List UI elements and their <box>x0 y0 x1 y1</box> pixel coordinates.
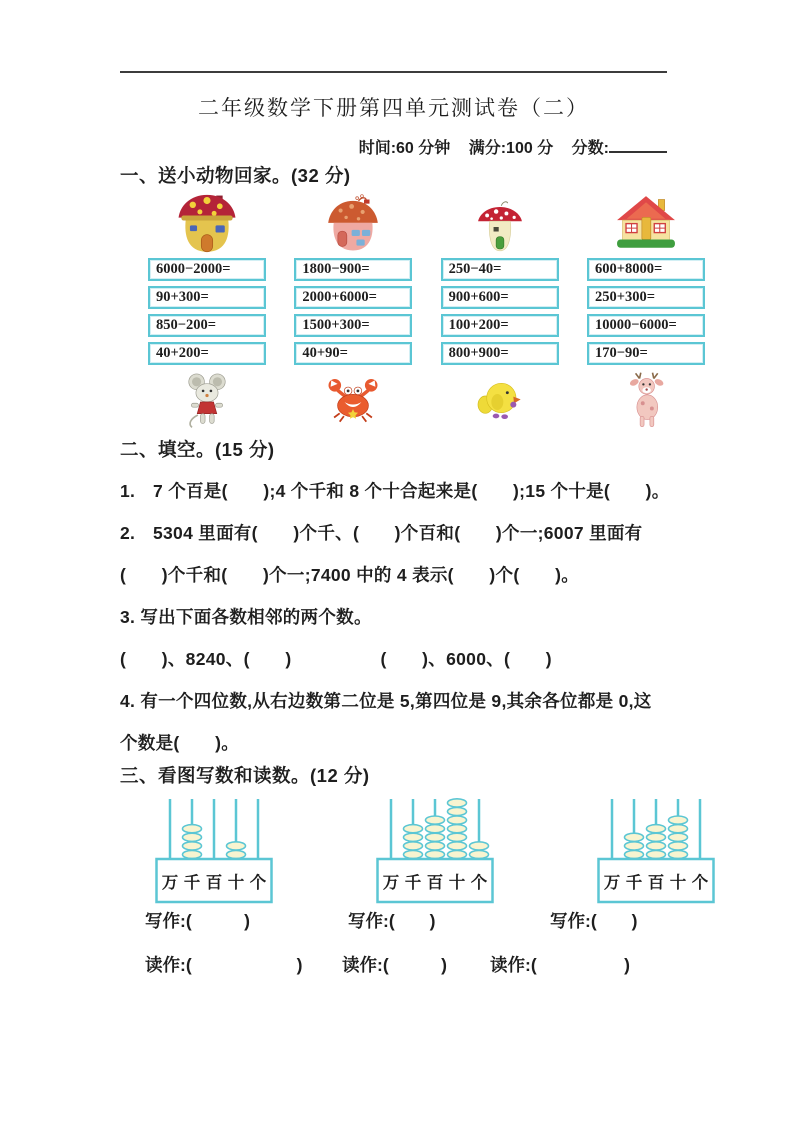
equation-column <box>587 258 705 365</box>
svg-text:百: 百 <box>426 873 444 892</box>
fill-in-questions <box>120 470 686 764</box>
answer-box: 600+8000= <box>587 258 705 281</box>
answer-box: 800+900= <box>441 342 559 365</box>
write-answer-row <box>120 908 740 938</box>
question-line: 4. 有一个四位数,从右边数第二位是 5,第四位是 9,其余各位都是 0,这 <box>120 691 652 711</box>
read-blank: 读作:( ) <box>145 955 303 975</box>
svg-text:十: 十 <box>669 873 687 892</box>
abacus-row <box>155 797 715 909</box>
answer-box: 2000+6000= <box>294 286 412 309</box>
section2-heading: 二、填空。(15 分) <box>120 439 275 460</box>
answer-box: 40+90= <box>294 342 412 365</box>
mouse-icon <box>181 372 233 428</box>
abacus-figure <box>597 797 715 909</box>
question-line: 1. 7 个百是( );4 个千和 8 个十合起来是( );15 个十是( )。 <box>120 481 670 501</box>
full-score-label: 满分:100 分 <box>468 140 554 157</box>
svg-text:千: 千 <box>183 873 201 892</box>
answer-box: 100+200= <box>441 314 559 337</box>
time-label: 时间:60 分钟 <box>358 140 451 157</box>
question-line: ( )、8240、( ) ( )、6000、( ) <box>120 649 552 669</box>
question-line: 3. 写出下面各数相邻的两个数。 <box>120 607 372 627</box>
answer-box: 90+300= <box>148 286 266 309</box>
svg-text:千: 千 <box>404 873 422 892</box>
svg-text:千: 千 <box>625 873 643 892</box>
svg-text:万: 万 <box>603 873 621 892</box>
svg-text:个: 个 <box>249 873 267 892</box>
svg-text:十: 十 <box>448 873 466 892</box>
answer-box: 170−90= <box>587 342 705 365</box>
animals-row <box>148 370 705 430</box>
answer-box: 40+200= <box>148 342 266 365</box>
read-answer-row <box>120 952 740 982</box>
answer-box: 1800−900= <box>294 258 412 281</box>
crab-icon <box>325 375 381 425</box>
answer-box: 900+600= <box>441 286 559 309</box>
houses-row <box>148 190 705 256</box>
score-label: 分数: <box>571 140 609 157</box>
section3-heading: 三、看图写数和读数。(12 分) <box>120 765 370 786</box>
svg-text:万: 万 <box>382 873 400 892</box>
svg-text:百: 百 <box>647 873 665 892</box>
question-line: 2. 5304 里面有( )个千、( )个百和( )个一;6007 里面有 <box>120 523 643 543</box>
answer-box: 6000−2000= <box>148 258 266 281</box>
equation-column <box>148 258 266 365</box>
svg-text:万: 万 <box>161 873 179 892</box>
answer-box: 250+300= <box>587 286 705 309</box>
question-line: 个数是( )。 <box>120 733 240 753</box>
answer-box: 850−200= <box>148 314 266 337</box>
write-blank: 写作:( ) <box>348 911 436 931</box>
svg-text:十: 十 <box>227 873 245 892</box>
write-blank: 写作:( ) <box>550 911 638 931</box>
question-line: ( )个千和( )个一;7400 中的 4 表示( )个( )。 <box>120 565 579 585</box>
test-meta <box>120 135 667 158</box>
abacus-figure <box>155 797 273 909</box>
mushroom-house-pink-icon <box>313 194 393 256</box>
abacus-figure <box>376 797 494 909</box>
equation-column <box>294 258 412 365</box>
svg-text:百: 百 <box>205 873 223 892</box>
answer-box: 250−40= <box>441 258 559 281</box>
equation-column <box>441 258 559 365</box>
cottage-house-icon <box>605 194 687 256</box>
chick-icon <box>473 374 527 426</box>
read-blank: 读作:( ) <box>342 955 447 975</box>
read-blank: 读作:( ) <box>490 955 630 975</box>
page-title: 二年级数学下册第四单元测试卷（二） <box>198 96 589 120</box>
header-rule <box>120 71 667 73</box>
equation-grid <box>148 258 705 365</box>
deer-icon <box>621 372 671 428</box>
write-blank: 写作:( ) <box>145 911 250 931</box>
mushroom-house-small-icon <box>462 198 538 256</box>
svg-text:个: 个 <box>470 873 488 892</box>
answer-box: 1500+300= <box>294 314 412 337</box>
mushroom-house-yellow-icon <box>165 192 249 256</box>
section1-heading: 一、送小动物回家。(32 分) <box>120 165 351 186</box>
score-blank-line <box>609 136 667 153</box>
svg-text:个: 个 <box>691 873 709 892</box>
answer-box: 10000−6000= <box>587 314 705 337</box>
